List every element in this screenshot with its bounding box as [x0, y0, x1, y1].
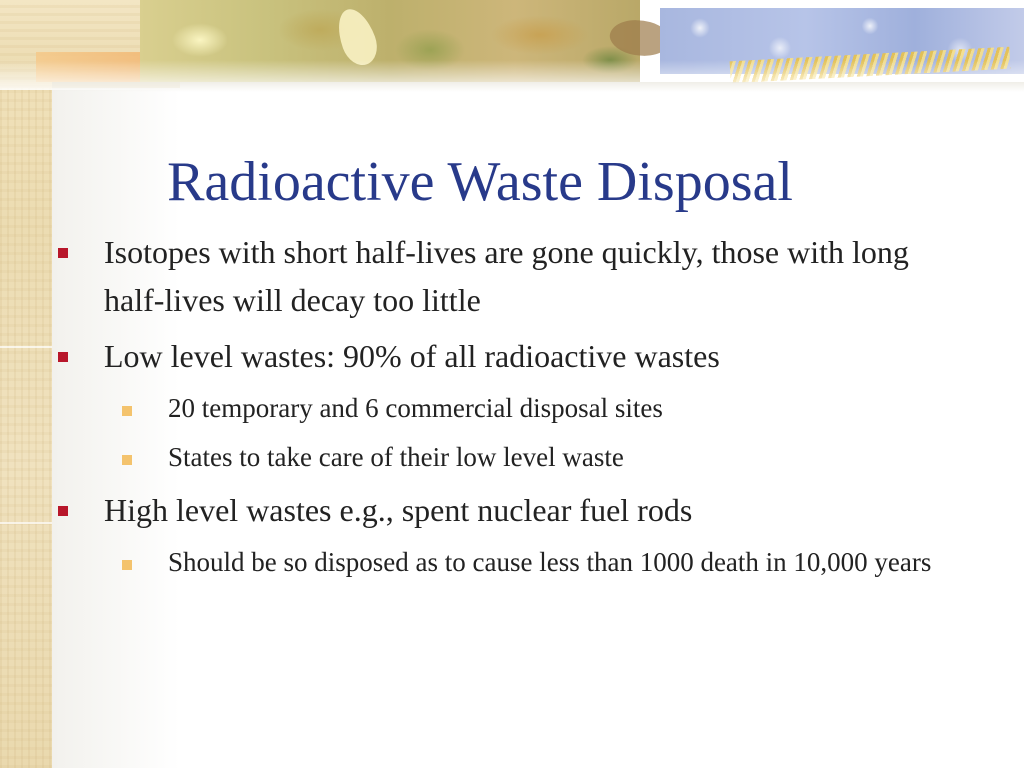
- header-shadow: [52, 82, 1024, 92]
- border-seam: [0, 346, 52, 348]
- sub-bullet-text: Should be so disposed as to cause less than 1000 death in 10,000 years: [168, 547, 932, 577]
- bullet-item: [56, 332, 966, 380]
- square-sub-bullet-icon: [122, 560, 132, 570]
- parchment-side-border: [0, 0, 52, 768]
- sub-bullet-text: 20 temporary and 6 commercial disposal sites: [168, 393, 663, 423]
- bullet-text: High level wastes e.g., spent nuclear fuel rods: [104, 492, 693, 528]
- sub-bullet-text: States to take care of their low level waste: [168, 442, 624, 472]
- bullet-list: [56, 228, 966, 591]
- bullet-text: Low level wastes: 90% of all radioactive wastes: [104, 338, 720, 374]
- bullet-text: Isotopes with short half-lives are gone quickly, those with long half-lives will decay too little: [104, 234, 909, 318]
- slide-title: Radioactive Waste Disposal: [167, 151, 793, 213]
- square-bullet-icon: [58, 506, 68, 516]
- bullet-item: [56, 228, 966, 324]
- square-sub-bullet-icon: [122, 455, 132, 465]
- square-bullet-icon: [58, 352, 68, 362]
- sub-bullet-item: [56, 388, 966, 428]
- border-seam: [0, 522, 52, 524]
- bullet-item: [56, 486, 966, 534]
- square-bullet-icon: [58, 248, 68, 258]
- decorative-header-collage: [0, 0, 1024, 88]
- sub-bullet-item: [56, 542, 966, 582]
- square-sub-bullet-icon: [122, 406, 132, 416]
- sub-bullet-item: [56, 437, 966, 477]
